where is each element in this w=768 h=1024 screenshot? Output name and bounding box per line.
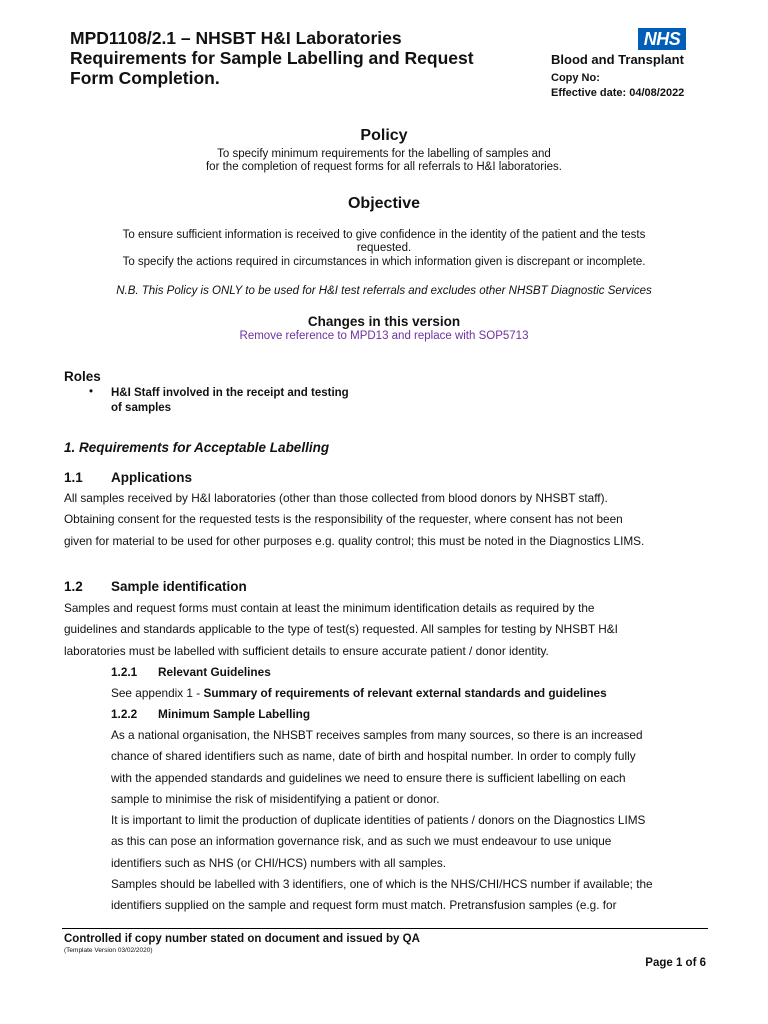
section-1-1-number: 1.1: [64, 470, 83, 485]
text-line: sample to minimise the risk of misidentifying a patient or donor.: [111, 791, 440, 806]
role-item: H&I Staff involved in the receipt and testing of samples: [111, 387, 349, 414]
section-1-2-1-number: 1.2.1: [111, 665, 138, 679]
text-line: Samples and request forms must contain at least the minimum identification details as required by the: [64, 601, 595, 615]
copy-number: Copy No:: [551, 72, 600, 84]
document-title: [70, 28, 520, 88]
text-line: As a national organisation, the NHSBT receives samples from many sources, so there is an increased: [111, 728, 643, 742]
text-line: given for material to be used for other purposes e.g. quality control; this must be noted in the Diagnostics LIMS.: [64, 533, 645, 548]
policy-line-1: To specify minimum requirements for the labelling of samples and: [217, 148, 551, 160]
text-line: It is important to limit the production of duplicate identities of patients / donors on the Diagnostics LIMS: [111, 813, 646, 828]
text-line: identifiers such as NHS (or CHI/HCS) numbers with all samples.: [111, 855, 447, 870]
appendix-link-text: Summary of requirements of relevant external standards and guidelines: [203, 686, 607, 700]
section-1-2-number: 1.2: [64, 579, 83, 594]
footer-divider: [62, 928, 708, 929]
template-version: (Template Version 03/02/2020): [64, 947, 153, 954]
section-1-2-1-title: Relevant Guidelines: [158, 665, 271, 679]
text-line: laboratories must be labelled with sufficient details to ensure accurate patient / donor identity.: [64, 643, 549, 658]
title-line-2: Requirements for Sample Labelling and Request: [70, 48, 474, 68]
text-line: Samples should be labelled with 3 identifiers, one of which is the NHS/CHI/HCS number if available; the: [111, 877, 653, 892]
section-1-2-text: [64, 598, 724, 662]
effective-date: Effective date: 04/08/2022: [551, 87, 685, 99]
bullet-icon: •: [89, 386, 94, 398]
objective-line-3: To specify the actions required in circumstances in which information given is discrepant or incomplete.: [122, 256, 646, 268]
text-line: guidelines and standards applicable to the type of test(s) requested. All samples for testing by NHSBT H&I: [64, 622, 618, 637]
objective-line-2: requested.: [356, 242, 412, 254]
roles-heading: Roles: [64, 369, 101, 384]
policy-heading: Policy: [360, 127, 408, 144]
page-number: Page 1 of 6: [645, 957, 706, 969]
objective-heading: Objective: [347, 195, 421, 212]
nhs-logo: NHS: [638, 28, 686, 50]
text-line: Obtaining consent for the requested tests is the responsibility of the requester, where consent has not been: [64, 512, 623, 527]
scope-note: N.B. This Policy is ONLY to be used for H&I test referrals and excludes other NHSBT Diagnostic Services: [116, 285, 652, 297]
section-1-2-2-text: [111, 725, 721, 917]
organisation-name: Blood and Transplant: [551, 52, 684, 67]
text-line: as this can pose an information governance risk, and as such we must endeavour to use unique: [111, 834, 612, 849]
appendix-reference: [111, 683, 721, 704]
policy-line-2: for the completion of request forms for all referrals to H&I laboratories.: [205, 161, 562, 173]
section-1-2-2-title: Minimum Sample Labelling: [158, 707, 311, 721]
section-1-2-title: Sample identification: [111, 579, 247, 594]
title-line-3: Form Completion.: [70, 68, 220, 88]
changes-heading: Changes in this version: [307, 314, 461, 329]
changes-text: Remove reference to MPD13 and replace with SOP5713: [239, 330, 529, 342]
objective-line-1: To ensure sufficient information is received to give confidence in the identity of the patient and the tests: [122, 229, 646, 241]
appendix-prefix: See appendix 1 -: [111, 686, 204, 700]
text-line: with the appended standards and guidelines we need to ensure there is sufficient labelling on each: [111, 770, 626, 785]
text-line: chance of shared identifiers such as name, date of birth and hospital number. In order to comply fully: [111, 749, 636, 764]
text-line: All samples received by H&I laboratories (other than those collected from blood donors by NHSBT staff).: [64, 491, 608, 505]
title-line-1: MPD1108/2.1 – NHSBT H&I Laboratories: [70, 28, 402, 48]
section-1-1-text: [64, 488, 724, 552]
section-1-2-2-number: 1.2.2: [111, 707, 138, 721]
text-line: identifiers supplied on the sample and request form must match. Pretransfusion samples (e.g. for: [111, 898, 617, 913]
controlled-copy-notice: Controlled if copy number stated on document and issued by QA: [64, 933, 420, 945]
section-1-1-title: Applications: [111, 470, 193, 485]
section-1-heading: 1. Requirements for Acceptable Labelling: [64, 440, 330, 455]
